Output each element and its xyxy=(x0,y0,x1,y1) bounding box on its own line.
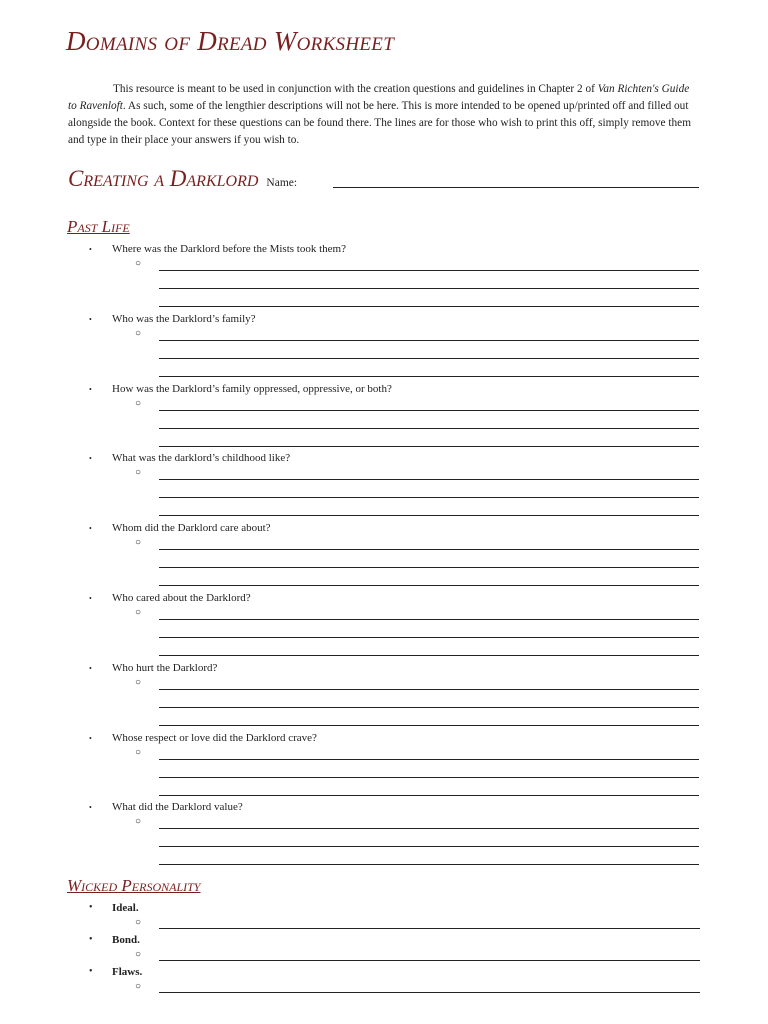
sub-bullet: ○ xyxy=(135,816,142,827)
answer-line[interactable] xyxy=(159,288,699,289)
question-text: Where was the Darklord before the Mists took them? xyxy=(112,243,346,255)
intro-paragraph xyxy=(68,81,698,149)
answer-line[interactable] xyxy=(159,864,699,865)
bullet: • xyxy=(89,902,93,913)
answer-line[interactable] xyxy=(159,725,699,726)
answer-line[interactable] xyxy=(159,846,699,847)
question-text: Who was the Darklord’s family? xyxy=(112,313,256,325)
sub-bullet: ○ xyxy=(135,398,142,409)
answer-line[interactable] xyxy=(159,759,699,760)
bullet: • xyxy=(89,664,92,673)
intro-text-1: This resource is meant to be used in conjunction with the creation questions and guidelines in Chapter 2 of xyxy=(113,83,598,95)
answer-line[interactable] xyxy=(159,585,699,586)
past-life-heading: Past Life xyxy=(67,217,130,236)
question-text: What did the Darklord value? xyxy=(112,801,243,813)
bullet: • xyxy=(89,385,92,394)
sub-bullet: ○ xyxy=(135,467,142,478)
personality-label: Bond. xyxy=(112,934,140,946)
question-item xyxy=(0,382,768,452)
sub-bullet: ○ xyxy=(135,607,142,618)
answer-line[interactable] xyxy=(159,928,700,929)
personality-label: Ideal. xyxy=(112,902,139,914)
answer-line[interactable] xyxy=(159,689,699,690)
bullet: • xyxy=(89,803,92,812)
sub-bullet: ○ xyxy=(135,328,142,339)
section-heading-row xyxy=(68,166,297,192)
sub-bullet: ○ xyxy=(135,747,142,758)
answer-line[interactable] xyxy=(159,410,699,411)
bullet: • xyxy=(89,734,92,743)
answer-line[interactable] xyxy=(159,515,699,516)
question-item xyxy=(0,451,768,521)
answer-line[interactable] xyxy=(159,960,700,961)
bullet: • xyxy=(89,524,92,533)
bullet: • xyxy=(89,966,93,977)
question-item xyxy=(0,521,768,591)
sub-bullet: ○ xyxy=(135,981,142,992)
sub-bullet: ○ xyxy=(135,537,142,548)
question-text: Who hurt the Darklord? xyxy=(112,662,218,674)
personality-item xyxy=(0,901,768,933)
wicked-personality-heading: Wicked Personality xyxy=(67,876,201,895)
answer-line[interactable] xyxy=(159,777,699,778)
answer-line[interactable] xyxy=(159,707,699,708)
question-text: Whose respect or love did the Darklord crave? xyxy=(112,732,317,744)
answer-line[interactable] xyxy=(159,340,699,341)
sub-bullet: ○ xyxy=(135,949,142,960)
question-text: What was the darklord’s childhood like? xyxy=(112,452,291,464)
answer-line[interactable] xyxy=(159,428,699,429)
question-item xyxy=(0,661,768,731)
question-text: Whom did the Darklord care about? xyxy=(112,522,271,534)
bullet: • xyxy=(89,454,92,463)
answer-line[interactable] xyxy=(159,637,699,638)
answer-line[interactable] xyxy=(159,549,699,550)
answer-line[interactable] xyxy=(159,828,699,829)
worksheet-title: Domains of Dread Worksheet xyxy=(66,26,395,56)
question-item xyxy=(0,731,768,801)
answer-line[interactable] xyxy=(159,992,700,993)
question-text: How was the Darklord’s family oppressed, oppressive, or both? xyxy=(112,383,392,395)
book-title: Van Richten's Guide to Ravenloft xyxy=(68,83,690,112)
sub-bullet: ○ xyxy=(135,258,142,269)
answer-line[interactable] xyxy=(159,619,699,620)
sub-bullet: ○ xyxy=(135,677,142,688)
answer-line[interactable] xyxy=(159,358,699,359)
answer-line[interactable] xyxy=(159,655,699,656)
question-text: Who cared about the Darklord? xyxy=(112,592,251,604)
question-item xyxy=(0,242,768,312)
name-field-line[interactable] xyxy=(333,187,699,188)
answer-line[interactable] xyxy=(159,446,699,447)
answer-line[interactable] xyxy=(159,497,699,498)
answer-line[interactable] xyxy=(159,270,699,271)
personality-item xyxy=(0,965,768,997)
question-item xyxy=(0,312,768,382)
bullet: • xyxy=(89,315,92,324)
answer-line[interactable] xyxy=(159,479,699,480)
section-heading: Creating a Darklord xyxy=(68,166,259,191)
personality-label: Flaws. xyxy=(112,966,143,978)
answer-line[interactable] xyxy=(159,567,699,568)
bullet: • xyxy=(89,245,92,254)
question-item xyxy=(0,591,768,661)
bullet: • xyxy=(89,934,93,945)
personality-item xyxy=(0,933,768,965)
answer-line[interactable] xyxy=(159,306,699,307)
bullet: • xyxy=(89,594,92,603)
sub-bullet: ○ xyxy=(135,917,142,928)
intro-text-2: . As such, some of the lengthier descriptions will not be here. This is more intended to be opened up/printed off and filled out alongside the book. Context for these questions can be found there. The lines are for those who wish to print this off, simply remove them and type in their place your answers if you wish to. xyxy=(68,100,691,146)
answer-line[interactable] xyxy=(159,795,699,796)
question-item xyxy=(0,800,768,870)
answer-line[interactable] xyxy=(159,376,699,377)
name-label: Name: xyxy=(266,177,298,189)
